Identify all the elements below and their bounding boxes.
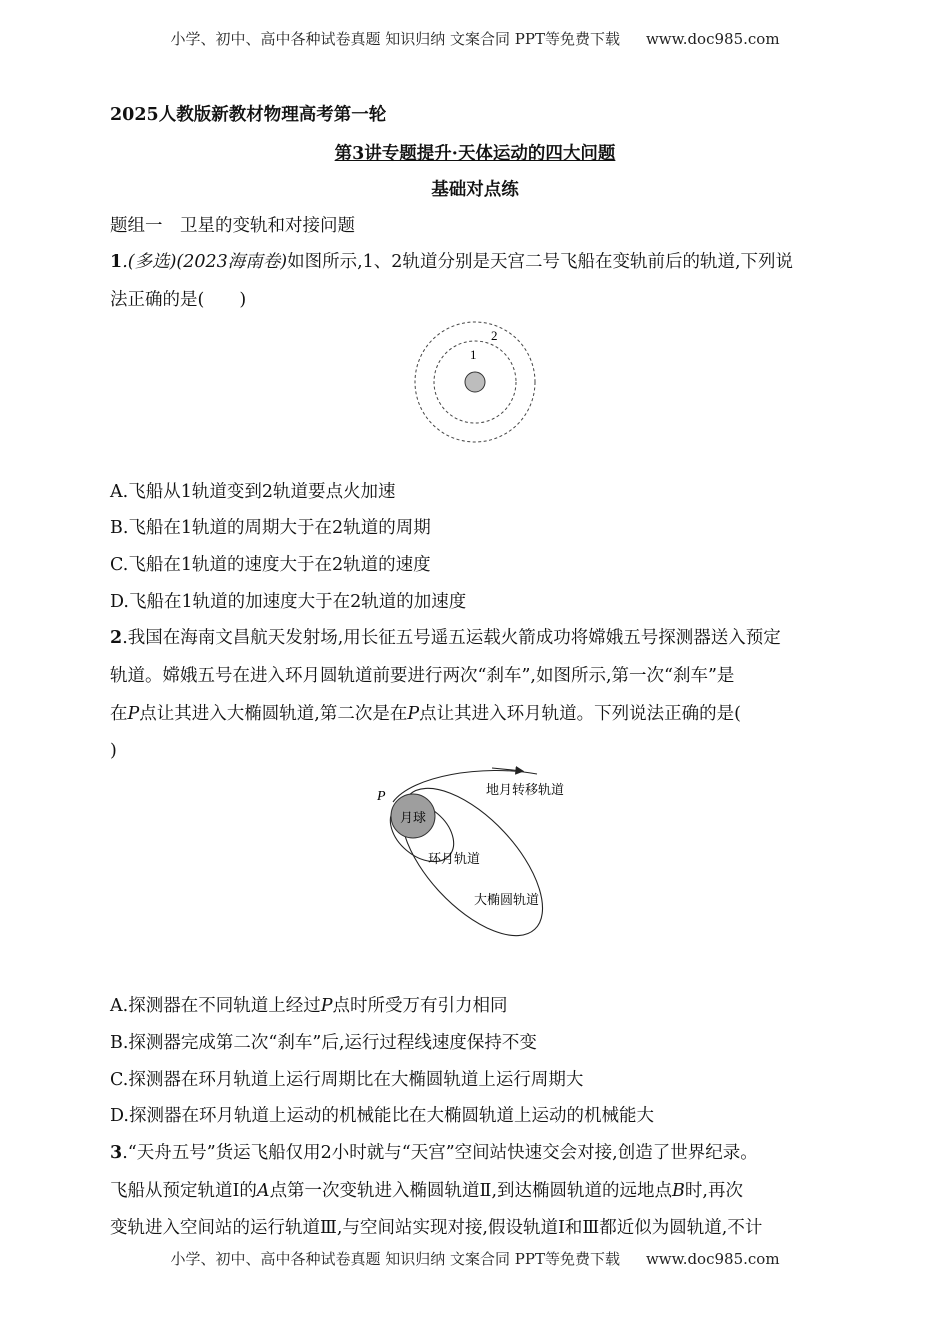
q3-stem-text1: .“天舟五号”货运飞船仅用2小时就与“天宫”空间站快速交会对接,创造了世界纪录。 bbox=[122, 1143, 758, 1163]
q3-point-b: B bbox=[672, 1181, 685, 1201]
section-subtitle: 基础对点练 bbox=[431, 180, 519, 200]
q2-stem-line4: ) bbox=[110, 741, 117, 761]
q2-option-a-text1: A.探测器在不同轨道上经过 bbox=[110, 996, 321, 1016]
q1-stem-line1 bbox=[110, 250, 793, 274]
q3-text-b: 点第一次变轨进入椭圆轨道Ⅱ,到达椭圆轨道的远地点 bbox=[269, 1181, 673, 1201]
q2-option-c: C.探测器在环月轨道上运行周期比在大椭圆轨道上运行周期大 bbox=[110, 1070, 584, 1090]
q1-number: 1 bbox=[110, 252, 123, 272]
q2-stem-line3 bbox=[110, 702, 741, 726]
footer-text: 小学、初中、高中各种试卷真题 知识归纳 文案合同 PPT等免费下载 bbox=[170, 1250, 620, 1268]
q3-text-c: 时,再次 bbox=[684, 1181, 743, 1201]
q3-stem-line1 bbox=[110, 1141, 758, 1165]
transfer-orbit-label: 地月转移轨道 bbox=[486, 783, 565, 798]
orbit-label-1: 1 bbox=[470, 347, 477, 362]
q2-text-b: 点让其进入大椭圆轨道,第二次是在 bbox=[139, 704, 408, 724]
q2-number: 2 bbox=[110, 628, 123, 648]
q1-option-c: C.飞船在1轨道的速度大于在2轨道的速度 bbox=[110, 555, 431, 575]
lecture-title: 第3讲专题提升·天体运动的四大问题 bbox=[334, 144, 616, 164]
ellipse-orbit-label: 大椭圆轨道 bbox=[474, 893, 540, 908]
lunar-orbit-figure bbox=[372, 766, 582, 938]
q2-point-p2: P bbox=[407, 704, 420, 724]
q2-stem-line1 bbox=[110, 626, 781, 650]
header-text: 小学、初中、高中各种试卷真题 知识归纳 文案合同 PPT等免费下载 bbox=[170, 30, 620, 48]
page-footer bbox=[0, 1248, 950, 1269]
page-header bbox=[0, 28, 950, 49]
q2-option-d: D.探测器在环月轨道上运动的机械能比在大椭圆轨道上运动的机械能大 bbox=[110, 1106, 654, 1126]
orbit-label-2: 2 bbox=[491, 328, 498, 343]
q1-tag: .(多选)(2023海南卷) bbox=[122, 252, 288, 272]
q1-stem-line2: 法正确的是( ) bbox=[110, 290, 247, 310]
q2-point-p1: P bbox=[127, 704, 140, 724]
q2-stem-line2: 轨道。嫦娥五号在进入环月圆轨道前要进行两次“刹车”,如图所示,第一次“刹车”是 bbox=[110, 666, 735, 686]
q3-text-a: 飞船从预定轨道Ⅰ的 bbox=[110, 1181, 257, 1201]
q2-option-b: B.探测器完成第二次“刹车”后,运行过程线速度保持不变 bbox=[110, 1033, 537, 1053]
q2-text-a: 在 bbox=[110, 704, 128, 724]
q2-option-a-point: P bbox=[320, 996, 333, 1016]
orbit-figure bbox=[413, 317, 537, 449]
q3-stem-line3: 变轨进入空间站的运行轨道Ⅲ,与空间站实现对接,假设轨道Ⅰ和Ⅲ都近似为圆轨道,不计 bbox=[110, 1218, 763, 1238]
point-p-label: P bbox=[377, 789, 386, 804]
q1-option-b: B.飞船在1轨道的周期大于在2轨道的周期 bbox=[110, 518, 431, 538]
moon-label: 月球 bbox=[400, 811, 427, 826]
q3-point-a: A bbox=[256, 1181, 270, 1201]
q2-option-a-text2: 点时所受万有引力相同 bbox=[332, 996, 508, 1016]
q3-stem-line2 bbox=[110, 1179, 743, 1203]
header-url[interactable]: www.doc985.com bbox=[645, 30, 780, 48]
question-group-heading: 题组一 卫星的变轨和对接问题 bbox=[110, 216, 355, 236]
q3-number: 3 bbox=[110, 1143, 123, 1163]
series-title: 2025人教版新教材物理高考第一轮 bbox=[110, 105, 387, 125]
q1-stem-text: 如图所示,1、2轨道分别是天宫二号飞船在变轨前后的轨道,下列说 bbox=[287, 252, 794, 272]
lunar-orbit-label: 环月轨道 bbox=[428, 852, 481, 867]
q1-option-a: A.飞船从1轨道变到2轨道要点火加速 bbox=[110, 482, 396, 502]
q2-text-c: 点让其进入环月轨道。下列说法正确的是( bbox=[419, 704, 741, 724]
q2-option-a bbox=[110, 994, 507, 1018]
planet bbox=[465, 372, 485, 392]
footer-url[interactable]: www.doc985.com bbox=[645, 1250, 780, 1268]
q2-stem-text1: .我国在海南文昌航天发射场,用长征五号遥五运载火箭成功将嫦娥五号探测器送入预定 bbox=[122, 628, 781, 648]
q1-option-d: D.飞船在1轨道的加速度大于在2轨道的加速度 bbox=[110, 592, 467, 612]
